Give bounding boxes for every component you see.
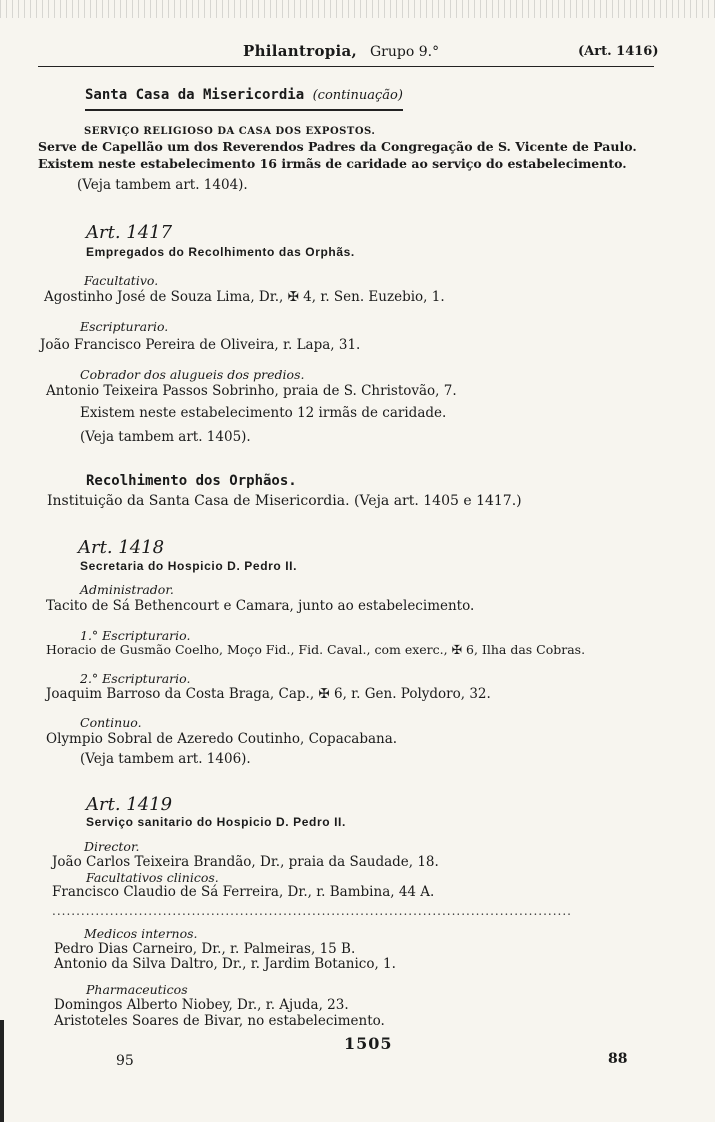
page-edge-shadow — [0, 1020, 4, 1122]
art-1419-title: Serviço sanitario do Hospicio D. Pedro II. — [86, 815, 346, 829]
art-1419-person-6: Aristoteles Soares de Bivar, no estabelecimento. — [54, 1013, 385, 1029]
santa-casa-line-1: Serve de Capellão um dos Reverendos Padres da Congregação de S. Vicente de Paulo. — [38, 139, 637, 154]
art-1417-note-1: Existem neste estabelecimento 12 irmãs de caridade. — [80, 405, 447, 421]
art-1419-number: Art. 1419 — [86, 794, 173, 815]
art-1417-person-1: Agostinho José de Souza Lima, Dr., ✠ 4, r. Sen. Euzebio, 1. — [44, 289, 445, 305]
art-1418-role-3: 2.° Escripturario. — [80, 671, 191, 686]
art-1419-person-2: Francisco Claudio de Sá Ferreira, Dr., r. Bambina, 44 A. — [52, 884, 435, 900]
art-1419-person-4: Antonio da Silva Daltro, Dr., r. Jardim Botanico, 1. — [54, 956, 396, 972]
header-rule — [38, 66, 654, 67]
dotted-separator: ............................................................................................................ — [52, 905, 572, 917]
section-heading — [85, 88, 403, 102]
art-1419-role-4: Pharmaceuticos — [86, 982, 188, 997]
art-1418-note: (Veja tambem art. 1406). — [80, 751, 251, 767]
art-1417-role-3: Cobrador dos alugueis dos predios. — [80, 367, 305, 382]
art-1417-role-1: Facultativo. — [84, 273, 159, 288]
header-art-ref: (Art. 1416) — [578, 44, 659, 59]
art-1419-person-1: João Carlos Teixeira Brandão, Dr., praia da Saudade, 18. — [52, 854, 439, 870]
footer-center-number: 1505 — [344, 1034, 393, 1053]
art-1419-person-3: Pedro Dias Carneiro, Dr., r. Palmeiras, 15 B. — [54, 941, 356, 957]
header-group: Grupo 9.° — [370, 44, 440, 60]
santa-casa-line-3: (Veja tambem art. 1404). — [77, 177, 248, 193]
art-1418-person-1: Tacito de Sá Bethencourt e Camara, junto ao estabelecimento. — [46, 598, 475, 614]
footer-right-number: 88 — [608, 1051, 628, 1067]
art-1418-number: Art. 1418 — [78, 537, 165, 558]
art-1417-title: Empregados do Recolhimento das Orphãs. — [86, 245, 355, 259]
art-1418-title: Secretaria do Hospicio D. Pedro II. — [80, 559, 298, 573]
art-1419-person-5: Domingos Alberto Niobey, Dr., r. Ajuda, 23. — [54, 997, 349, 1013]
art-1418-person-3: Joaquim Barroso da Costa Braga, Cap., ✠ 6, r. Gen. Polydoro, 32. — [46, 686, 491, 702]
art-1419-role-3: Medicos internos. — [84, 926, 198, 941]
header-title: Philantropia, — [243, 42, 358, 60]
art-1418-person-4: Olympio Sobral de Azeredo Coutinho, Copacabana. — [46, 731, 398, 747]
art-1418-role-2: 1.° Escripturario. — [80, 628, 191, 643]
art-1417-role-2: Escripturario. — [80, 319, 169, 334]
section-heading-cont: (continuação) — [312, 88, 403, 103]
art-1417-note-2: (Veja tambem art. 1405). — [80, 429, 251, 445]
art-1417-person-3: Antonio Teixeira Passos Sobrinho, praia de S. Christovão, 7. — [46, 383, 457, 399]
recolhimento-title: Recolhimento dos Orphãos. — [86, 473, 297, 489]
art-1417-number: Art. 1417 — [86, 222, 173, 243]
art-1419-role-2: Facultativos clinicos. — [86, 870, 219, 885]
footer-left-number: 95 — [116, 1053, 134, 1069]
art-1419-role-1: Director. — [84, 839, 140, 854]
print-noise — [0, 0, 715, 18]
art-1418-role-4: Continuo. — [80, 715, 142, 730]
art-1418-person-2: Horacio de Gusmão Coelho, Moço Fid., Fid. Caval., com exerc., ✠ 6, Ilha das Cobras. — [46, 642, 586, 657]
art-1417-person-2: João Francisco Pereira de Oliveira, r. Lapa, 31. — [40, 337, 361, 353]
subheading: SERVIÇO RELIGIOSO DA CASA DOS EXPOSTOS. — [84, 126, 376, 137]
recolhimento-text: Instituição da Santa Casa de Misericordia. (Veja art. 1405 e 1417.) — [47, 493, 522, 509]
section-heading-underline — [85, 109, 403, 111]
santa-casa-line-2: Existem neste estabelecimento 16 irmãs de caridade ao serviço do estabelecimento. — [38, 156, 627, 171]
section-heading-text: Santa Casa da Misericordia — [85, 87, 305, 103]
art-1418-role-1: Administrador. — [80, 582, 174, 597]
